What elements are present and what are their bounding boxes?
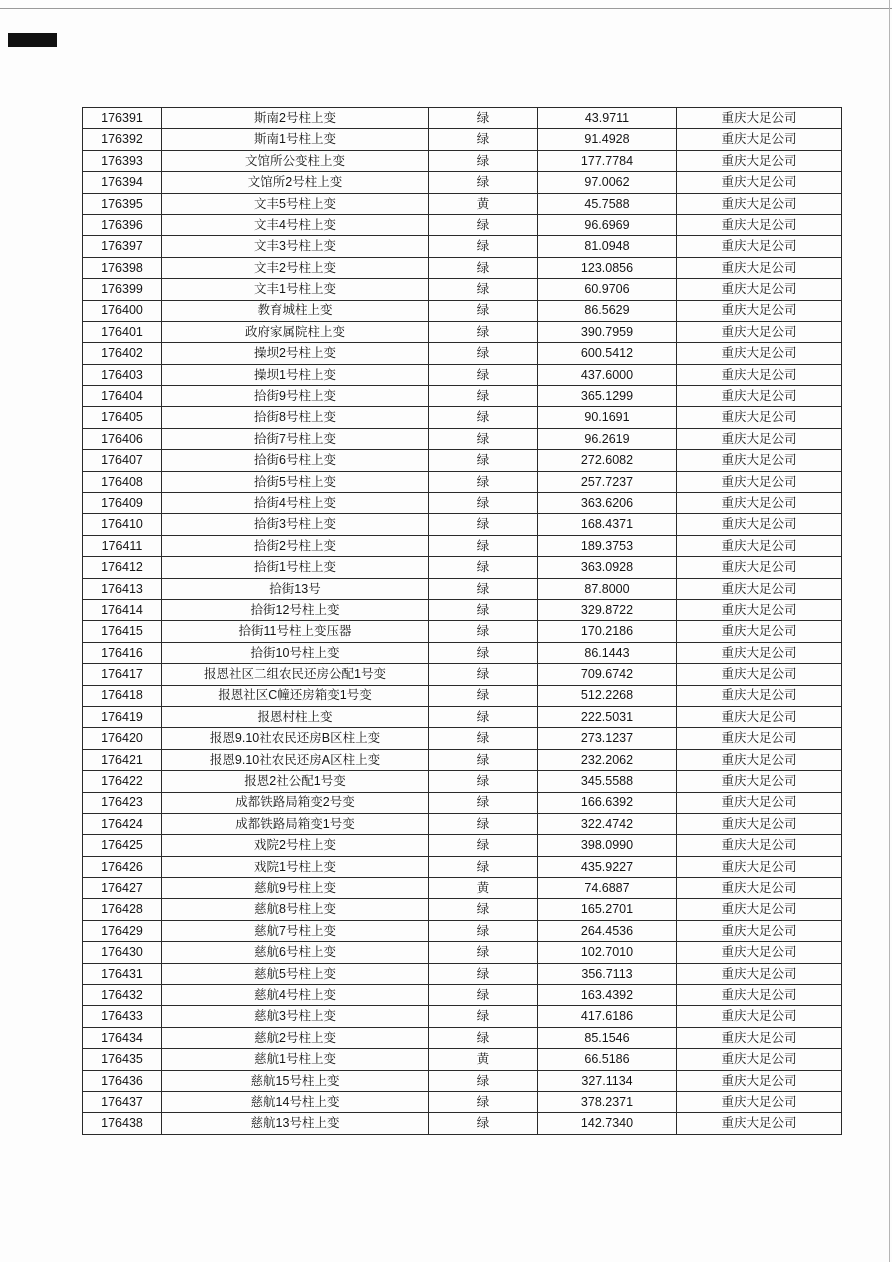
cell-name: 拾街2号柱上变: [162, 535, 429, 556]
cell-id: 176421: [83, 749, 162, 770]
cell-load: 709.6742: [538, 664, 677, 685]
cell-load: 365.1299: [538, 386, 677, 407]
cell-status: 绿: [429, 835, 538, 856]
cell-company: 重庆大足公司: [677, 706, 842, 727]
cell-status: 绿: [429, 450, 538, 471]
cell-status: 绿: [429, 792, 538, 813]
cell-id: 176395: [83, 193, 162, 214]
cell-load: 437.6000: [538, 364, 677, 385]
cell-company: 重庆大足公司: [677, 813, 842, 834]
cell-status: 黄: [429, 1049, 538, 1070]
cell-company: 重庆大足公司: [677, 257, 842, 278]
cell-id: 176392: [83, 129, 162, 150]
cell-name: 报恩社区二组农民还房公配1号变: [162, 664, 429, 685]
cell-status: 绿: [429, 942, 538, 963]
cell-load: 417.6186: [538, 1006, 677, 1027]
cell-status: 绿: [429, 771, 538, 792]
cell-name: 戏院2号柱上变: [162, 835, 429, 856]
cell-company: 重庆大足公司: [677, 856, 842, 877]
cell-status: 绿: [429, 214, 538, 235]
cell-name: 慈航6号柱上变: [162, 942, 429, 963]
table-row: [83, 771, 842, 792]
cell-name: 斯南2号柱上变: [162, 108, 429, 129]
cell-id: 176411: [83, 535, 162, 556]
cell-name: 拾街12号柱上变: [162, 599, 429, 620]
scan-artifact-top-line: [0, 8, 892, 9]
cell-id: 176422: [83, 771, 162, 792]
cell-name: 文丰2号柱上变: [162, 257, 429, 278]
cell-status: 绿: [429, 985, 538, 1006]
cell-status: 绿: [429, 599, 538, 620]
cell-load: 356.7113: [538, 963, 677, 984]
cell-name: 操坝2号柱上变: [162, 343, 429, 364]
cell-company: 重庆大足公司: [677, 535, 842, 556]
cell-company: 重庆大足公司: [677, 1070, 842, 1091]
cell-name: 文丰5号柱上变: [162, 193, 429, 214]
table-row: [83, 257, 842, 278]
table-row: [83, 493, 842, 514]
cell-id: 176393: [83, 150, 162, 171]
cell-load: 86.5629: [538, 300, 677, 321]
cell-name: 慈航4号柱上变: [162, 985, 429, 1006]
cell-name: 慈航13号柱上变: [162, 1113, 429, 1134]
cell-company: 重庆大足公司: [677, 963, 842, 984]
table-row: [83, 428, 842, 449]
cell-company: 重庆大足公司: [677, 578, 842, 599]
cell-name: 慈航5号柱上变: [162, 963, 429, 984]
table-row: [83, 407, 842, 428]
cell-id: 176391: [83, 108, 162, 129]
cell-status: 绿: [429, 963, 538, 984]
cell-id: 176435: [83, 1049, 162, 1070]
table-row: [83, 150, 842, 171]
cell-load: 96.6969: [538, 214, 677, 235]
table-body: [83, 108, 842, 1135]
cell-load: 166.6392: [538, 792, 677, 813]
cell-name: 拾街7号柱上变: [162, 428, 429, 449]
cell-id: 176427: [83, 878, 162, 899]
table-row: [83, 129, 842, 150]
cell-name: 拾街4号柱上变: [162, 493, 429, 514]
cell-name: 拾街11号柱上变压器: [162, 621, 429, 642]
cell-company: 重庆大足公司: [677, 129, 842, 150]
cell-load: 165.2701: [538, 899, 677, 920]
cell-status: 绿: [429, 728, 538, 749]
cell-id: 176415: [83, 621, 162, 642]
cell-name: 文丰4号柱上变: [162, 214, 429, 235]
cell-load: 168.4371: [538, 514, 677, 535]
cell-company: 重庆大足公司: [677, 386, 842, 407]
cell-load: 435.9227: [538, 856, 677, 877]
cell-company: 重庆大足公司: [677, 899, 842, 920]
cell-id: 176431: [83, 963, 162, 984]
cell-id: 176405: [83, 407, 162, 428]
cell-load: 273.1237: [538, 728, 677, 749]
cell-id: 176404: [83, 386, 162, 407]
cell-company: 重庆大足公司: [677, 599, 842, 620]
cell-name: 拾街10号柱上变: [162, 642, 429, 663]
cell-status: 绿: [429, 129, 538, 150]
cell-name: 慈航1号柱上变: [162, 1049, 429, 1070]
cell-company: 重庆大足公司: [677, 471, 842, 492]
cell-name: 拾街5号柱上变: [162, 471, 429, 492]
cell-name: 政府家属院柱上变: [162, 321, 429, 342]
cell-company: 重庆大足公司: [677, 193, 842, 214]
cell-company: 重庆大足公司: [677, 279, 842, 300]
cell-load: 86.1443: [538, 642, 677, 663]
cell-load: 222.5031: [538, 706, 677, 727]
cell-status: 绿: [429, 1070, 538, 1091]
cell-company: 重庆大足公司: [677, 835, 842, 856]
cell-id: 176397: [83, 236, 162, 257]
cell-load: 322.4742: [538, 813, 677, 834]
cell-company: 重庆大足公司: [677, 321, 842, 342]
cell-company: 重庆大足公司: [677, 1027, 842, 1048]
cell-status: 绿: [429, 279, 538, 300]
cell-company: 重庆大足公司: [677, 878, 842, 899]
cell-id: 176400: [83, 300, 162, 321]
cell-id: 176436: [83, 1070, 162, 1091]
cell-company: 重庆大足公司: [677, 664, 842, 685]
cell-status: 绿: [429, 621, 538, 642]
table-row: [83, 899, 842, 920]
cell-name: 报恩村柱上变: [162, 706, 429, 727]
cell-company: 重庆大足公司: [677, 728, 842, 749]
table-row: [83, 321, 842, 342]
cell-status: 绿: [429, 493, 538, 514]
scan-artifact-right-edge-line: [889, 0, 890, 1262]
cell-id: 176401: [83, 321, 162, 342]
cell-id: 176423: [83, 792, 162, 813]
cell-company: 重庆大足公司: [677, 450, 842, 471]
cell-status: 绿: [429, 172, 538, 193]
table-row: [83, 193, 842, 214]
cell-company: 重庆大足公司: [677, 428, 842, 449]
cell-company: 重庆大足公司: [677, 621, 842, 642]
table-row: [83, 214, 842, 235]
cell-name: 文丰1号柱上变: [162, 279, 429, 300]
cell-load: 378.2371: [538, 1091, 677, 1112]
cell-name: 慈航2号柱上变: [162, 1027, 429, 1048]
cell-company: 重庆大足公司: [677, 1049, 842, 1070]
cell-load: 189.3753: [538, 535, 677, 556]
cell-load: 363.0928: [538, 557, 677, 578]
cell-load: 390.7959: [538, 321, 677, 342]
cell-id: 176409: [83, 493, 162, 514]
cell-name: 拾街13号: [162, 578, 429, 599]
table-row: [83, 1027, 842, 1048]
cell-load: 363.6206: [538, 493, 677, 514]
cell-company: 重庆大足公司: [677, 108, 842, 129]
cell-load: 170.2186: [538, 621, 677, 642]
table-row: [83, 920, 842, 941]
cell-id: 176399: [83, 279, 162, 300]
cell-company: 重庆大足公司: [677, 493, 842, 514]
cell-id: 176425: [83, 835, 162, 856]
cell-name: 慈航15号柱上变: [162, 1070, 429, 1091]
cell-name: 操坝1号柱上变: [162, 364, 429, 385]
cell-company: 重庆大足公司: [677, 771, 842, 792]
cell-id: 176424: [83, 813, 162, 834]
cell-company: 重庆大足公司: [677, 557, 842, 578]
cell-load: 345.5588: [538, 771, 677, 792]
cell-name: 报恩9.10社农民还房A区柱上变: [162, 749, 429, 770]
cell-name: 文馆所公变柱上变: [162, 150, 429, 171]
cell-id: 176412: [83, 557, 162, 578]
cell-company: 重庆大足公司: [677, 364, 842, 385]
cell-load: 272.6082: [538, 450, 677, 471]
cell-load: 177.7784: [538, 150, 677, 171]
cell-status: 绿: [429, 664, 538, 685]
cell-load: 142.7340: [538, 1113, 677, 1134]
cell-name: 成都铁路局箱变2号变: [162, 792, 429, 813]
cell-status: 绿: [429, 428, 538, 449]
cell-status: 绿: [429, 706, 538, 727]
cell-id: 176407: [83, 450, 162, 471]
table-row: [83, 172, 842, 193]
cell-name: 拾街1号柱上变: [162, 557, 429, 578]
table-row: [83, 557, 842, 578]
cell-company: 重庆大足公司: [677, 300, 842, 321]
cell-status: 绿: [429, 920, 538, 941]
cell-company: 重庆大足公司: [677, 1091, 842, 1112]
table-row: [83, 386, 842, 407]
table-row: [83, 792, 842, 813]
cell-name: 拾街3号柱上变: [162, 514, 429, 535]
cell-name: 报恩9.10社农民还房B区柱上变: [162, 728, 429, 749]
cell-status: 绿: [429, 343, 538, 364]
cell-status: 绿: [429, 1113, 538, 1134]
cell-id: 176394: [83, 172, 162, 193]
table-row: [83, 1049, 842, 1070]
table-row: [83, 450, 842, 471]
cell-id: 176434: [83, 1027, 162, 1048]
cell-company: 重庆大足公司: [677, 407, 842, 428]
cell-status: 绿: [429, 813, 538, 834]
cell-status: 绿: [429, 108, 538, 129]
cell-status: 绿: [429, 364, 538, 385]
cell-company: 重庆大足公司: [677, 1113, 842, 1134]
cell-load: 257.7237: [538, 471, 677, 492]
cell-company: 重庆大足公司: [677, 749, 842, 770]
cell-status: 绿: [429, 236, 538, 257]
table-row: [83, 642, 842, 663]
cell-name: 拾街8号柱上变: [162, 407, 429, 428]
cell-name: 慈航8号柱上变: [162, 899, 429, 920]
table-row: [83, 813, 842, 834]
cell-load: 163.4392: [538, 985, 677, 1006]
cell-company: 重庆大足公司: [677, 985, 842, 1006]
cell-name: 拾街6号柱上变: [162, 450, 429, 471]
table-row: [83, 835, 842, 856]
cell-id: 176402: [83, 343, 162, 364]
cell-status: 绿: [429, 856, 538, 877]
cell-company: 重庆大足公司: [677, 236, 842, 257]
cell-id: 176410: [83, 514, 162, 535]
cell-name: 慈航3号柱上变: [162, 1006, 429, 1027]
table-row: [83, 749, 842, 770]
cell-id: 176414: [83, 599, 162, 620]
cell-id: 176428: [83, 899, 162, 920]
cell-id: 176419: [83, 706, 162, 727]
cell-id: 176408: [83, 471, 162, 492]
table-row: [83, 621, 842, 642]
table-row: [83, 279, 842, 300]
cell-status: 绿: [429, 749, 538, 770]
table-row: [83, 364, 842, 385]
table-row: [83, 1006, 842, 1027]
cell-load: 600.5412: [538, 343, 677, 364]
table-row: [83, 578, 842, 599]
cell-load: 512.2268: [538, 685, 677, 706]
cell-load: 66.5186: [538, 1049, 677, 1070]
cell-load: 329.8722: [538, 599, 677, 620]
cell-load: 74.6887: [538, 878, 677, 899]
cell-status: 绿: [429, 407, 538, 428]
cell-status: 绿: [429, 300, 538, 321]
table-row: [83, 343, 842, 364]
cell-status: 绿: [429, 1027, 538, 1048]
cell-load: 87.8000: [538, 578, 677, 599]
cell-id: 176406: [83, 428, 162, 449]
table-row: [83, 664, 842, 685]
cell-id: 176416: [83, 642, 162, 663]
cell-name: 文丰3号柱上变: [162, 236, 429, 257]
cell-name: 报恩社区C幢还房箱变1号变: [162, 685, 429, 706]
cell-status: 绿: [429, 578, 538, 599]
cell-id: 176429: [83, 920, 162, 941]
cell-company: 重庆大足公司: [677, 214, 842, 235]
cell-load: 85.1546: [538, 1027, 677, 1048]
cell-company: 重庆大足公司: [677, 685, 842, 706]
cell-company: 重庆大足公司: [677, 1006, 842, 1027]
table-row: [83, 856, 842, 877]
cell-company: 重庆大足公司: [677, 920, 842, 941]
cell-id: 176417: [83, 664, 162, 685]
cell-status: 绿: [429, 471, 538, 492]
scan-artifact-black-mark: [8, 33, 57, 47]
table-row: [83, 514, 842, 535]
cell-load: 123.0856: [538, 257, 677, 278]
table-row: [83, 535, 842, 556]
cell-status: 绿: [429, 685, 538, 706]
table-row: [83, 236, 842, 257]
cell-status: 绿: [429, 321, 538, 342]
cell-name: 斯南1号柱上变: [162, 129, 429, 150]
cell-status: 绿: [429, 642, 538, 663]
table-row: [83, 108, 842, 129]
table-row: [83, 1091, 842, 1112]
table-row: [83, 685, 842, 706]
cell-id: 176398: [83, 257, 162, 278]
table-row: [83, 942, 842, 963]
cell-load: 91.4928: [538, 129, 677, 150]
table-row: [83, 1113, 842, 1134]
cell-name: 文馆所2号柱上变: [162, 172, 429, 193]
cell-load: 232.2062: [538, 749, 677, 770]
table-row: [83, 963, 842, 984]
cell-load: 81.0948: [538, 236, 677, 257]
cell-id: 176413: [83, 578, 162, 599]
cell-status: 黄: [429, 878, 538, 899]
cell-id: 176396: [83, 214, 162, 235]
cell-status: 绿: [429, 257, 538, 278]
cell-name: 慈航7号柱上变: [162, 920, 429, 941]
cell-company: 重庆大足公司: [677, 150, 842, 171]
table-row: [83, 1070, 842, 1091]
cell-id: 176438: [83, 1113, 162, 1134]
cell-load: 264.4536: [538, 920, 677, 941]
cell-company: 重庆大足公司: [677, 343, 842, 364]
cell-status: 绿: [429, 150, 538, 171]
cell-load: 97.0062: [538, 172, 677, 193]
cell-id: 176437: [83, 1091, 162, 1112]
cell-status: 绿: [429, 899, 538, 920]
table-row: [83, 599, 842, 620]
cell-name: 戏院1号柱上变: [162, 856, 429, 877]
cell-status: 绿: [429, 386, 538, 407]
cell-status: 绿: [429, 1091, 538, 1112]
cell-id: 176432: [83, 985, 162, 1006]
cell-name: 教育城柱上变: [162, 300, 429, 321]
cell-id: 176430: [83, 942, 162, 963]
cell-company: 重庆大足公司: [677, 642, 842, 663]
table-row: [83, 471, 842, 492]
cell-load: 45.7588: [538, 193, 677, 214]
cell-load: 43.9711: [538, 108, 677, 129]
table-row: [83, 985, 842, 1006]
cell-status: 绿: [429, 514, 538, 535]
cell-id: 176420: [83, 728, 162, 749]
cell-company: 重庆大足公司: [677, 172, 842, 193]
table-row: [83, 300, 842, 321]
cell-name: 慈航9号柱上变: [162, 878, 429, 899]
cell-load: 102.7010: [538, 942, 677, 963]
cell-load: 90.1691: [538, 407, 677, 428]
cell-status: 绿: [429, 1006, 538, 1027]
cell-status: 黄: [429, 193, 538, 214]
cell-status: 绿: [429, 557, 538, 578]
cell-name: 成都铁路局箱变1号变: [162, 813, 429, 834]
table-row: [83, 706, 842, 727]
cell-load: 327.1134: [538, 1070, 677, 1091]
cell-id: 176426: [83, 856, 162, 877]
cell-company: 重庆大足公司: [677, 514, 842, 535]
cell-id: 176418: [83, 685, 162, 706]
cell-company: 重庆大足公司: [677, 792, 842, 813]
cell-id: 176433: [83, 1006, 162, 1027]
cell-company: 重庆大足公司: [677, 942, 842, 963]
table-row: [83, 878, 842, 899]
cell-load: 60.9706: [538, 279, 677, 300]
cell-name: 慈航14号柱上变: [162, 1091, 429, 1112]
table-row: [83, 728, 842, 749]
cell-load: 398.0990: [538, 835, 677, 856]
cell-load: 96.2619: [538, 428, 677, 449]
transformer-table: [82, 107, 842, 1135]
cell-id: 176403: [83, 364, 162, 385]
cell-status: 绿: [429, 535, 538, 556]
cell-name: 报恩2社公配1号变: [162, 771, 429, 792]
cell-name: 拾街9号柱上变: [162, 386, 429, 407]
